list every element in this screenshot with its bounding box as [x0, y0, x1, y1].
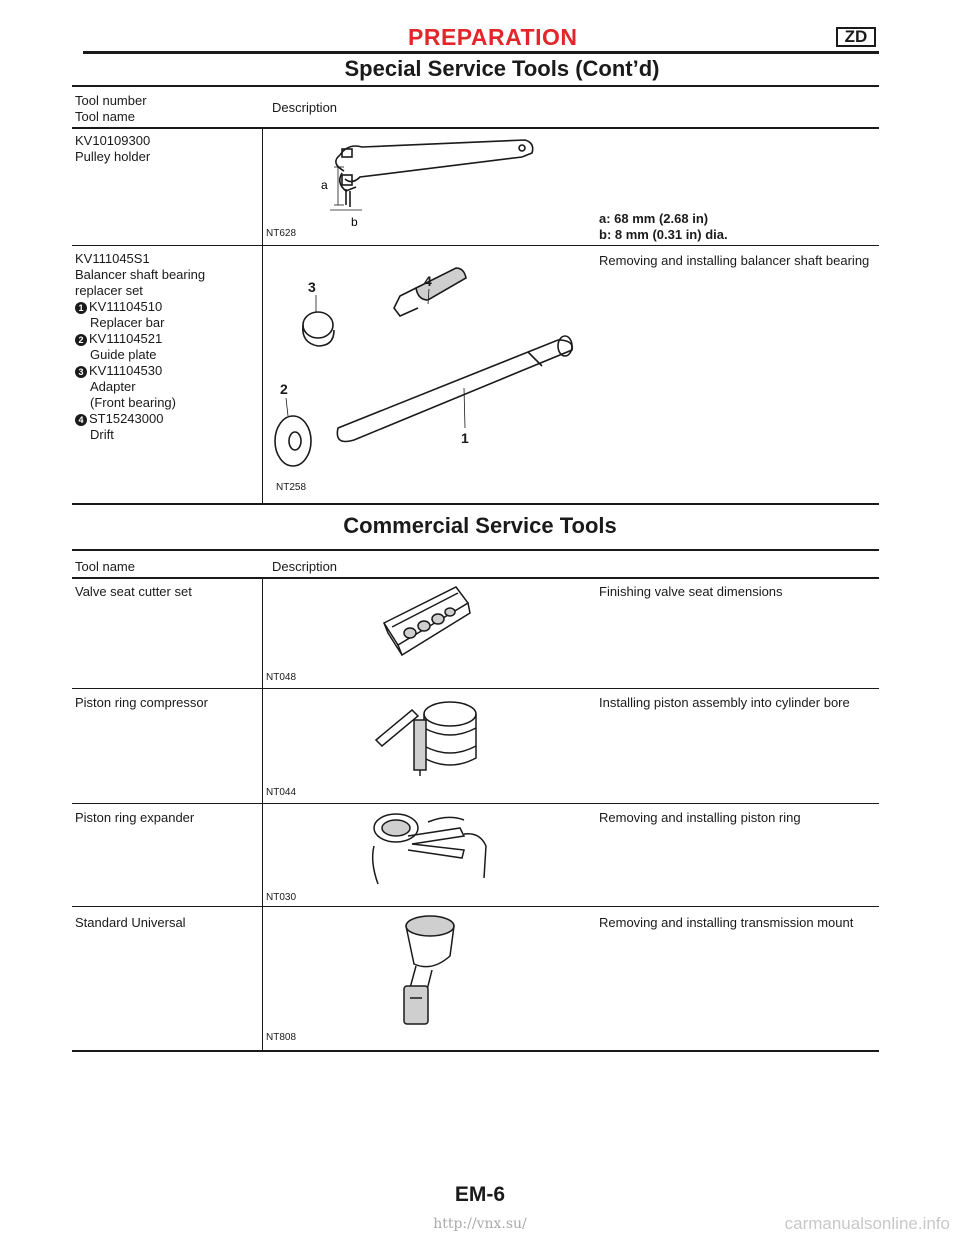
cst-tool-name: Standard Universal — [75, 915, 186, 930]
watermark: carmanualsonline.info — [784, 1214, 950, 1233]
piston-ring-compressor-illustration — [372, 698, 484, 778]
part-item — [75, 411, 205, 427]
tool-number: KV111045S1 — [75, 251, 150, 266]
figure-code: NT030 — [266, 892, 297, 903]
tool-description: Removing and installing balancer shaft bearing — [599, 253, 870, 268]
pulley-holder-spec — [599, 211, 728, 243]
tool-description: Removing and installing transmission mount — [599, 915, 854, 930]
sst-section-title: Special Service Tools (Cont’d) — [344, 56, 660, 81]
cst-column-divider — [262, 578, 263, 1051]
part-number-badge: 3 — [75, 366, 87, 378]
figure-code: NT044 — [266, 787, 297, 798]
cst-row-rule — [72, 688, 879, 689]
sst-column-divider — [262, 128, 263, 503]
cst-table-top-rule — [72, 549, 879, 551]
balancer-set-illustration — [268, 268, 578, 473]
pulley-holder-illustration — [300, 135, 550, 230]
part-number-badge: 1 — [75, 302, 87, 314]
universal-socket-illustration — [392, 912, 462, 1027]
page-number: EM-6 — [454, 1183, 506, 1206]
piston-ring-expander-illustration — [368, 806, 490, 886]
section-header-title: PREPARATION — [408, 24, 578, 50]
sst-row-pulley-holder — [75, 133, 150, 165]
sst-row-balancer-set — [75, 251, 205, 443]
callout-a: a — [321, 178, 328, 192]
cst-header-rule — [72, 577, 879, 579]
part-name: Replacer bar — [90, 315, 165, 330]
part-item — [75, 363, 205, 379]
part-number-badge: 2 — [75, 334, 87, 346]
sst-table-top-rule — [72, 85, 879, 87]
valve-seat-cutter-illustration — [380, 583, 472, 661]
cst-col-desc-header: Description — [272, 559, 338, 574]
spec-b: b: 8 mm (0.31 in) dia. — [599, 227, 728, 242]
part-name: Guide plate — [90, 347, 157, 362]
tool-description: Removing and installing piston ring — [599, 810, 801, 825]
sst-table-bottom-rule — [72, 503, 879, 505]
cst-section-title: Commercial Service Tools — [343, 513, 617, 538]
cst-row-rule — [72, 906, 879, 907]
tool-description: Finishing valve seat dimensions — [599, 584, 783, 599]
cst-tool-name: Valve seat cutter set — [75, 584, 192, 599]
spec-a: a: 68 mm (2.68 in) — [599, 211, 709, 226]
tool-description: Installing piston assembly into cylinder bore — [599, 695, 850, 710]
sst-col-desc-header: Description — [272, 100, 338, 115]
callout-4: 4 — [424, 273, 432, 289]
col-header-tool-name: Tool name — [75, 109, 135, 124]
cst-col-tool-header: Tool name — [75, 559, 135, 574]
figure-code: NT048 — [266, 672, 297, 683]
part-item — [75, 331, 205, 347]
cst-table-bottom-rule — [72, 1050, 879, 1052]
tool-name-line1: Balancer shaft bearing — [75, 267, 206, 282]
part-code: ST15243000 — [89, 411, 164, 426]
tool-name: Pulley holder — [75, 149, 151, 164]
part-code: KV11104521 — [89, 331, 163, 346]
tool-name-line2: replacer set — [75, 283, 143, 298]
sst-col-tool-header — [75, 93, 147, 125]
figure-code: NT808 — [266, 1032, 297, 1043]
sst-header-rule — [72, 127, 879, 129]
figure-code: NT628 — [266, 228, 297, 239]
part-code: KV11104530 — [89, 363, 163, 378]
callout-2: 2 — [280, 381, 288, 397]
part-name: Adapter — [90, 379, 136, 394]
engine-badge: ZD — [836, 27, 876, 47]
header-rule — [83, 51, 879, 54]
footer-url[interactable]: http://vnx.su/ — [433, 1216, 527, 1232]
cst-tool-name: Piston ring expander — [75, 810, 195, 825]
callout-b: b — [351, 215, 358, 229]
cst-row-rule — [72, 803, 879, 804]
callout-1: 1 — [461, 430, 469, 446]
part-number-badge: 4 — [75, 414, 87, 426]
part-item — [75, 299, 205, 315]
cst-tool-name: Piston ring compressor — [75, 695, 208, 710]
part-name: Drift — [90, 427, 114, 442]
col-header-tool-number: Tool number — [75, 93, 147, 108]
callout-3: 3 — [308, 279, 316, 295]
sst-row-rule — [72, 245, 879, 246]
tool-number: KV10109300 — [75, 133, 151, 148]
part-code: KV11104510 — [89, 299, 163, 314]
figure-code: NT258 — [276, 482, 307, 493]
part-name-detail: (Front bearing) — [90, 395, 176, 410]
